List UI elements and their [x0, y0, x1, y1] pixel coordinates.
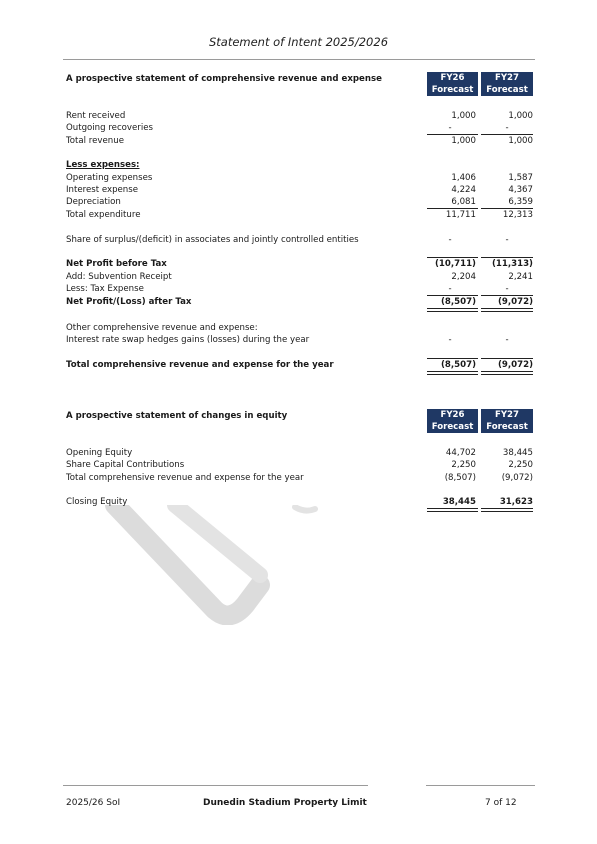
- row-value-fy27: 1,587: [508, 173, 533, 183]
- row-value-fy26: (8,507): [440, 360, 476, 370]
- page-header-title: Statement of Intent 2025/2026: [208, 35, 389, 49]
- table-row: [66, 459, 536, 471]
- row-label: Total revenue: [66, 136, 124, 146]
- row-label: Net Profit before Tax: [66, 259, 167, 269]
- row-value-fy26: 6,081: [451, 197, 476, 207]
- table-row: [66, 196, 536, 208]
- row-label: Share Capital Contributions: [66, 460, 185, 470]
- table1-col1-sub: Forecast: [431, 85, 474, 95]
- row-value-fy27: -: [505, 235, 509, 245]
- row-value-fy26: 4,224: [451, 185, 476, 195]
- row-value-fy27: 1,000: [508, 111, 533, 121]
- table-row: [66, 322, 536, 334]
- row-label: Less expenses:: [66, 160, 140, 170]
- row-value-fy26: -: [448, 335, 452, 345]
- row-value-fy27: 6,359: [508, 197, 533, 207]
- table-row: [66, 159, 536, 171]
- row-value-fy27: (9,072): [497, 297, 533, 307]
- table-row: [66, 172, 536, 184]
- table-row: [66, 283, 536, 295]
- footer-company-name: Dunedin Stadium Property Limit: [203, 798, 367, 808]
- row-value-fy27: 4,367: [508, 185, 533, 195]
- table1-col2-sub: Forecast: [486, 85, 528, 95]
- table2-col1-year: FY26: [440, 410, 465, 420]
- row-label: Total comprehensive revenue and expense for the year: [66, 473, 304, 483]
- row-value-fy27: -: [505, 335, 509, 345]
- row-value-fy27: 12,313: [502, 210, 533, 220]
- table-row: [66, 296, 536, 308]
- table-row: [66, 271, 536, 283]
- total-double-rule: [481, 371, 533, 375]
- table-row: [66, 258, 536, 270]
- row-label: Closing Equity: [66, 497, 128, 507]
- row-value-fy27: (9,072): [497, 360, 533, 370]
- row-label: Depreciation: [66, 197, 121, 207]
- row-value-fy26: (10,711): [434, 259, 476, 269]
- row-value-fy26: -: [448, 123, 452, 133]
- total-double-rule: [427, 508, 478, 512]
- row-label: Share of surplus/(deficit) in associates and jointly controlled entities: [66, 235, 359, 245]
- row-label: Add: Subvention Receipt: [66, 272, 172, 282]
- row-value-fy26: 1,000: [451, 111, 476, 121]
- table2-col-fy27-header: [481, 409, 533, 433]
- row-label: Interest rate swap hedges gains (losses) during the year: [66, 335, 310, 345]
- row-value-fy27: 38,445: [502, 448, 533, 458]
- table1-col1-year: FY26: [440, 73, 465, 83]
- row-label: Outgoing recoveries: [66, 123, 153, 133]
- row-label: Less: Tax Expense: [66, 284, 144, 294]
- row-label: Total comprehensive revenue and expense for the year: [66, 360, 334, 370]
- header-divider: [63, 59, 535, 60]
- table-row: [66, 122, 536, 134]
- total-double-rule: [427, 371, 478, 375]
- row-label: Rent received: [66, 111, 126, 121]
- row-value-fy26: 1,406: [451, 173, 476, 183]
- row-value-fy26: -: [448, 235, 452, 245]
- row-value-fy26: 2,204: [451, 272, 476, 282]
- table-row: [66, 472, 536, 484]
- footer-doc-code: 2025/26 SoI: [66, 798, 121, 808]
- row-value-fy26: 2,250: [451, 460, 476, 470]
- table1-title: A prospective statement of comprehensive revenue and expense: [66, 74, 382, 84]
- row-value-fy27: 2,241: [508, 272, 533, 282]
- table-row: [66, 447, 536, 459]
- row-value-fy27: 1,000: [508, 136, 533, 146]
- table1-col2-year: FY27: [494, 73, 520, 83]
- footer-divider-right: [426, 785, 535, 786]
- table-row: [66, 135, 536, 147]
- table1-col-fy26-header: [427, 72, 478, 96]
- table-row: [66, 209, 536, 221]
- footer-page-number: 7 of 12: [485, 798, 517, 808]
- row-value-fy27: 31,623: [499, 497, 533, 507]
- row-value-fy26: 11,711: [445, 210, 476, 220]
- row-label: Other comprehensive revenue and expense:: [66, 323, 258, 333]
- row-value-fy27: (11,313): [491, 259, 533, 269]
- footer-divider-left: [63, 785, 368, 786]
- row-value-fy26: 38,445: [442, 497, 476, 507]
- row-value-fy26: -: [448, 284, 452, 294]
- row-value-fy27: -: [505, 284, 509, 294]
- row-value-fy27: (9,072): [501, 473, 533, 483]
- row-value-fy26: 1,000: [451, 136, 476, 146]
- row-label: Operating expenses: [66, 173, 153, 183]
- row-value-fy27: -: [505, 123, 509, 133]
- table-row: [66, 234, 536, 246]
- total-double-rule: [427, 308, 478, 312]
- row-value-fy27: 2,250: [508, 460, 533, 470]
- row-label: Interest expense: [66, 185, 139, 195]
- row-value-fy26: (8,507): [444, 473, 476, 483]
- table-row: [66, 359, 536, 371]
- table2-col2-sub: Forecast: [486, 422, 528, 432]
- table-row: [66, 110, 536, 122]
- table2-col1-sub: Forecast: [431, 422, 474, 432]
- table2-col-fy26-header: [427, 409, 478, 433]
- row-label: Opening Equity: [66, 448, 133, 458]
- table2-col2-year: FY27: [494, 410, 520, 420]
- table-row: [66, 184, 536, 196]
- row-value-fy26: 44,702: [445, 448, 476, 458]
- total-double-rule: [481, 308, 533, 312]
- row-value-fy26: (8,507): [440, 297, 476, 307]
- total-double-rule: [481, 508, 533, 512]
- row-label: Net Profit/(Loss) after Tax: [66, 297, 192, 307]
- draft-watermark: [95, 505, 335, 625]
- row-label: Total expenditure: [66, 210, 141, 220]
- table-row: [66, 334, 536, 346]
- table-row: [66, 496, 536, 508]
- table2-title: A prospective statement of changes in equity: [66, 411, 288, 421]
- table1-col-fy27-header: [481, 72, 533, 96]
